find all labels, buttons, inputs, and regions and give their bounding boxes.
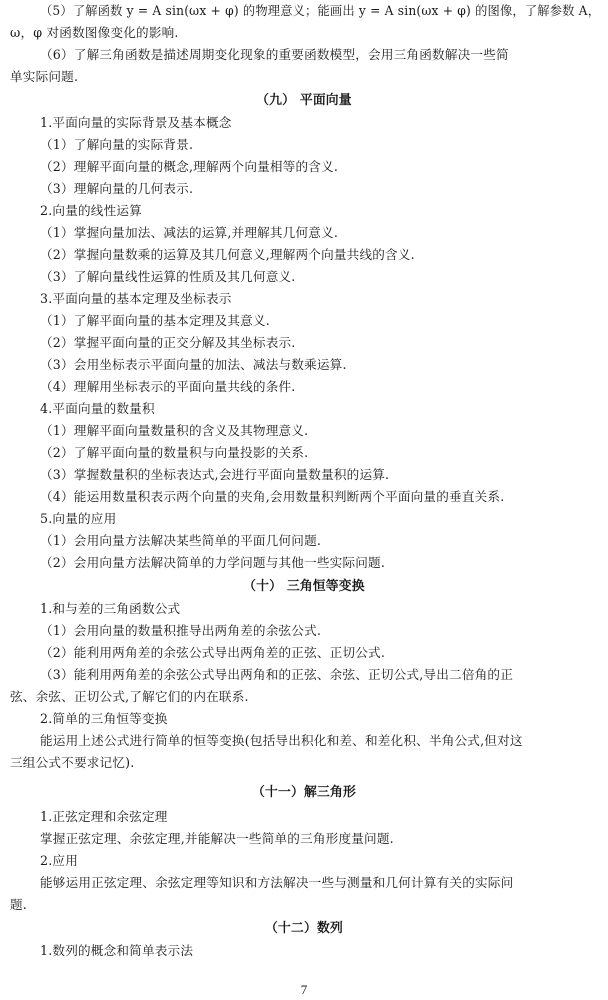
text-line: （2）掌握平面向量的正交分解及其坐标表示. [40, 335, 296, 350]
text-line: 弦、余弦、正切公式,了解它们的内在联系. [10, 689, 249, 704]
text-line: 掌握正弦定理、余弦定理,并能解决一些简单的三角形度量问题. [40, 831, 394, 846]
section-heading: （十二）数列 [265, 921, 343, 936]
subsection-title: 1.和与差的三角函数公式 [40, 601, 181, 616]
page-number: 7 [300, 982, 308, 997]
section-heading: （十） 三角恒等变换 [243, 579, 365, 594]
text-line: 能够运用正弦定理、余弦定理等知识和方法解决一些与测量和几何计算有关的实际问 [40, 875, 514, 890]
text-line: （4）能运用数量积表示两个向量的夹角,会用数量积判断两个平面向量的垂直关系. [40, 489, 505, 504]
subsection-title: 2.向量的线性运算 [40, 203, 142, 218]
text-line: （1）了解向量的实际背景. [40, 137, 194, 152]
text-line: （2）掌握向量数乘的运算及其几何意义,理解两个向量共线的含义. [40, 247, 415, 262]
text-line: （6）了解三角函数是描述周期变化现象的重要函数模型，会用三角函数解决一些简 [40, 47, 509, 62]
text-line: （3）掌握数量积的坐标表达式,会进行平面向量数量积的运算. [40, 467, 390, 482]
text-line: （5）了解函数 y = A sin(ωx + φ) 的物理意义；能画出 y = A sin(ωx + φ) 的图像，了解参数 A， [40, 3, 601, 18]
subsection-title: 1.正弦定理和余弦定理 [40, 809, 168, 824]
text-line: （1）掌握向量加法、减法的运算,并理解其几何意义. [40, 225, 339, 240]
text-line: 能运用上述公式进行简单的恒等变换(包括导出积化和差、和差化积、半角公式,但对这 [40, 733, 523, 748]
text-line: 题. [10, 897, 27, 912]
text-line: （3）理解向量的几何表示. [40, 181, 194, 196]
text-line: （2）理解平面向量的概念,理解两个向量相等的含义. [40, 159, 339, 174]
subsection-title: 4.平面向量的数量积 [40, 401, 155, 416]
text-line: （2）能利用两角差的余弦公式导出两角差的正弦、正切公式. [40, 645, 386, 660]
text-line: （1）会用向量的数量积推导出两角差的余弦公式. [40, 623, 322, 638]
text-line: 单实际问题. [10, 69, 79, 84]
text-line: （2）会用向量方法解决简单的力学问题与其他一些实际问题. [40, 555, 386, 570]
text-line: （4）理解用坐标表示的平面向量共线的条件. [40, 379, 296, 394]
subsection-title: 1.数列的概念和简单表示法 [40, 943, 194, 958]
text-line: （3）了解向量线性运算的性质及其几何意义. [40, 269, 296, 284]
text-line: 三组公式不要求记忆). [10, 755, 135, 770]
text-line: （1）了解平面向量的基本定理及其意义. [40, 313, 270, 328]
subsection-title: 5.向量的应用 [40, 511, 117, 526]
text-line: （2）了解平面向量的数量积与向量投影的关系. [40, 445, 309, 460]
subsection-title: 3.平面向量的基本定理及坐标表示 [40, 291, 232, 306]
text-line: （3）能利用两角差的余弦公式导出两角和的正弦、余弦、正切公式,导出二倍角的正 [40, 667, 513, 682]
section-heading: （九） 平面向量 [256, 93, 352, 108]
subsection-title: 1.平面向量的实际背景及基本概念 [40, 115, 232, 130]
text-line: ω，φ 对函数图像变化的影响. [10, 25, 179, 40]
subsection-title: 2.应用 [40, 853, 79, 868]
text-line: （1）会用向量方法解决某些简单的平面几何问题. [40, 533, 322, 548]
subsection-title: 2.简单的三角恒等变换 [40, 711, 168, 726]
section-heading: （十一）解三角形 [252, 785, 356, 800]
text-line: （3）会用坐标表示平面向量的加法、减法与数乘运算. [40, 357, 347, 372]
text-line: （1）理解平面向量数量积的含义及其物理意义. [40, 423, 309, 438]
